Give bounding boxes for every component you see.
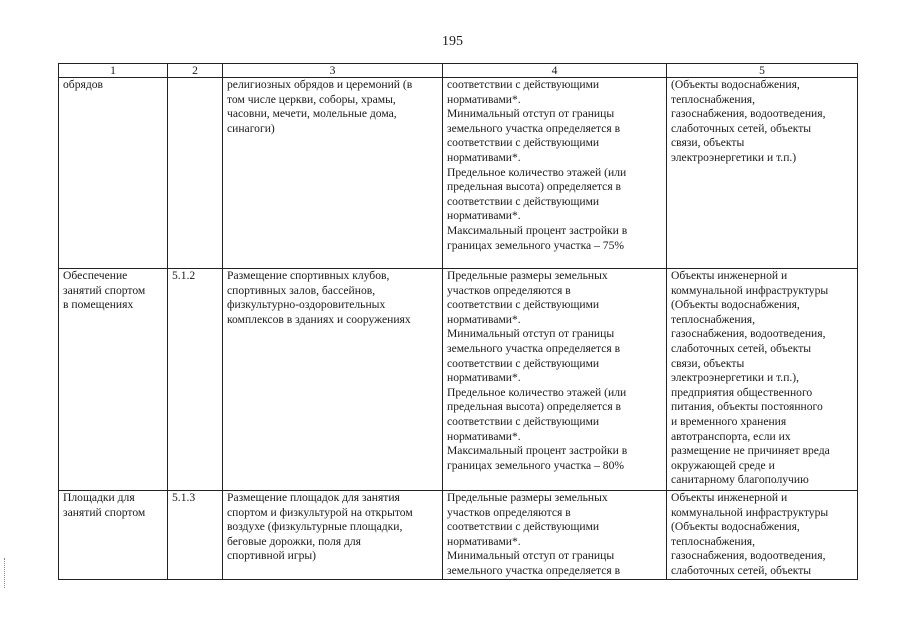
use-description-cell [223,78,443,269]
cell-text-line: и временного хранения [671,414,787,428]
cell-text-line: занятий спортом [63,505,146,519]
cell-text-line: (Объекты водоснабжения, [671,78,800,91]
use-type-name-cell [59,78,168,269]
parameters-cell [443,78,667,269]
cell-text-line: предприятия общественного [671,385,813,399]
cell-text-line: соответствии с действующими [447,298,600,312]
cell-text-line: нормативами*. [447,209,521,223]
table-row [59,269,858,491]
use-type-name-cell [59,269,168,491]
use-code-cell [168,269,223,491]
cell-text-line: Объекты инженерной и [671,269,788,282]
cell-text-line: Максимальный процент застройки в [447,444,628,458]
cell-text-line: Минимальный отступ от границы [447,107,615,121]
cell-text-line: 5.1.3 [172,491,196,504]
cell-text-line: земельного участка определяется в [447,563,621,577]
header-cell-5: 5 [667,64,858,78]
cell-text-line: газоснабжения, водоотведения, [671,327,826,341]
cell-text-line: в помещениях [63,298,134,312]
cell-text-line: окружающей среде и [671,458,775,472]
cell-text-line: размещение не причиняет вреда [671,444,830,458]
table-header-row [59,64,858,78]
header-cell-4: 4 [443,64,667,78]
cell-text-line: соответствии с действующими [447,136,600,150]
cell-text-line: спортивных залов, бассейнов, [227,283,376,297]
cell-text-line: Минимальный отступ от границы [447,549,615,563]
cell-text-line: газоснабжения, водоотведения, [671,107,826,121]
page-number: 195 [442,34,463,49]
cell-text-line: Объекты инженерной и [671,491,788,504]
margin-scan-mark [4,558,7,588]
cell-text-line: Предельное количество этажей (или [447,165,627,179]
use-type-name-cell [59,491,168,580]
cell-text-line: воздухе (физкультурные площадки, [227,520,403,534]
cell-text-line: соответствии с действующими [447,520,600,534]
cell-text-line: (Объекты водоснабжения, [671,520,800,534]
cell-text-line: слаботочных сетей, объекты [671,563,812,577]
auxiliary-uses-cell [667,269,858,491]
cell-text-line: слаботочных сетей, объекты [671,121,812,135]
cell-text-line: занятий спортом [63,283,146,297]
cell-text-line: комплексов в зданиях и сооружениях [227,312,411,326]
cell-text-line: связи, объекты [671,356,745,370]
cell-text-line: соответствии с действующими [447,194,600,208]
cell-text-line: предельная высота) определяется в [447,180,622,194]
cell-text-line: соответствии с действующими [447,78,600,91]
cell-text-line: беговые дорожки, поля для [227,534,361,548]
cell-text-line: Размещение площадок для занятия [227,491,400,504]
cell-text-line: теплоснабжения, [671,92,756,106]
header-cell-1: 1 [59,64,168,78]
cell-text-line: автотранспорта, если их [671,429,791,443]
table-row [59,491,858,580]
cell-text-line: обрядов [63,78,103,91]
cell-text-line: нормативами*. [447,312,521,326]
cell-text-line: электроэнергетики и т.п.), [671,371,800,385]
cell-text-line: Минимальный отступ от границы [447,327,615,341]
cell-text-line: Предельное количество этажей (или [447,385,627,399]
cell-text-line: коммунальной инфраструктуры [671,283,829,297]
cell-text-line: земельного участка определяется в [447,121,621,135]
table-row [59,78,858,269]
header-cell-3: 3 [223,64,443,78]
cell-text-line: религиозных обрядов и церемоний (в [227,78,413,91]
cell-text-line: электроэнергетики и т.п.) [671,150,797,164]
cell-text-line: газоснабжения, водоотведения, [671,549,826,563]
parameters-cell [443,269,667,491]
cell-text-line: санитарному благополучию [671,473,809,487]
use-code-cell [168,78,223,269]
land-use-table [58,63,858,580]
cell-text-line: спортом и физкультурой на открытом [227,505,413,519]
cell-text-line: нормативами*. [447,429,521,443]
cell-text-line: нормативами*. [447,371,521,385]
cell-text-line: связи, объекты [671,136,745,150]
cell-text-line: спортивной игры) [227,549,317,563]
cell-text-line: (Объекты водоснабжения, [671,298,800,312]
auxiliary-uses-cell [667,78,858,269]
use-description-cell [223,491,443,580]
cell-text-line: том числе церкви, соборы, храмы, [227,92,396,106]
use-description-cell [223,269,443,491]
cell-text-line: часовни, мечети, молельные дома, [227,107,397,121]
cell-text-line: границах земельного участка – 75% [447,238,625,252]
cell-text-line: физкультурно-оздоровительных [227,298,386,312]
cell-text-line: нормативами*. [447,92,521,106]
cell-text-line: нормативами*. [447,150,521,164]
cell-text-line: земельного участка определяется в [447,341,621,355]
use-code-cell [168,491,223,580]
cell-text-line: слаботочных сетей, объекты [671,341,812,355]
cell-text-line: соответствии с действующими [447,414,600,428]
cell-text-line: 5.1.2 [172,269,196,282]
cell-text-line: участков определяются в [447,505,571,519]
cell-text-line: нормативами*. [447,534,521,548]
cell-text-line: Обеспечение [63,269,128,282]
cell-text-line: Предельные размеры земельных [447,491,608,504]
cell-text-line: питания, объекты постоянного [671,400,823,414]
cell-text-line: теплоснабжения, [671,312,756,326]
cell-text-line: Предельные размеры земельных [447,269,608,282]
cell-text-line: границах земельного участка – 80% [447,458,625,472]
auxiliary-uses-cell [667,491,858,580]
cell-text-line: Максимальный процент застройки в [447,223,628,237]
header-cell-2: 2 [168,64,223,78]
parameters-cell [443,491,667,580]
cell-text-line: предельная высота) определяется в [447,400,622,414]
cell-text-line: Площадки для [63,491,135,504]
cell-text-line: участков определяются в [447,283,571,297]
cell-text-line: Размещение спортивных клубов, [227,269,390,282]
cell-text-line: коммунальной инфраструктуры [671,505,829,519]
cell-text-line: синагоги) [227,121,275,135]
cell-text-line: теплоснабжения, [671,534,756,548]
cell-text-line: соответствии с действующими [447,356,600,370]
